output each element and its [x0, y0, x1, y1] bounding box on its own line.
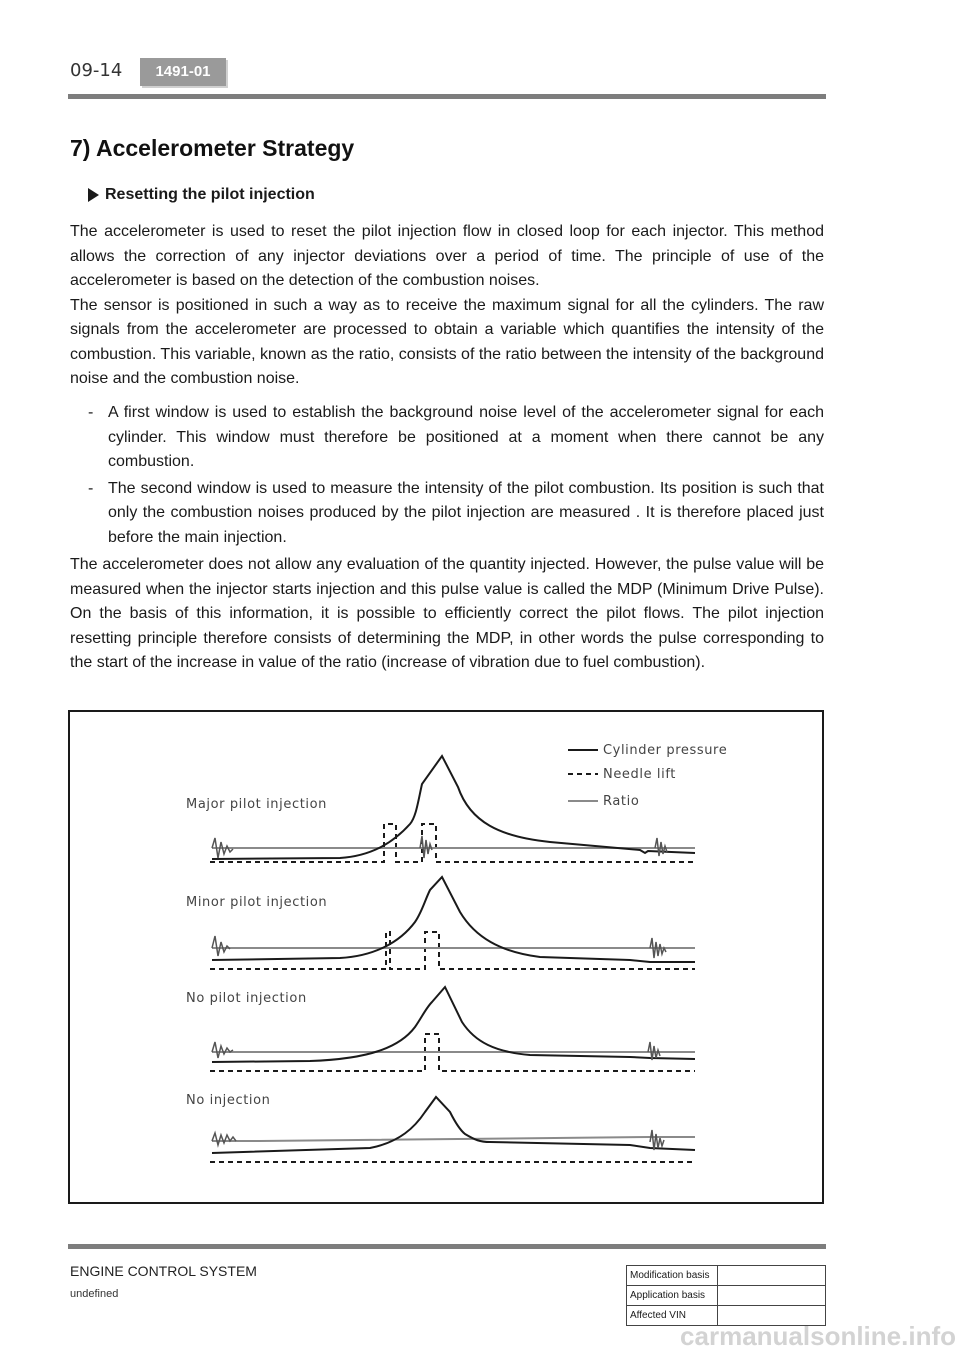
watermark: carmanualsonline.info	[680, 1321, 956, 1351]
bullet-list	[88, 401, 824, 552]
table-row	[627, 1266, 826, 1286]
triangle-bullet-icon	[88, 188, 99, 202]
noise-burst	[650, 1130, 664, 1150]
body-paragraphs	[70, 220, 824, 392]
legend	[568, 743, 727, 809]
table-value	[718, 1266, 826, 1286]
trace-label-no-pilot: No pilot injection	[186, 991, 307, 1006]
footer-rule	[68, 1244, 826, 1249]
list-item: - A first window is used to establish the background noise level of the accelerometer signal for each cylinder. This window must therefore be positioned at a moment when there cannot be any combustion.	[88, 404, 824, 470]
page-number: 09-14	[70, 60, 123, 81]
paragraph-3: The accelerometer does not allow any evaluation of the quantity injected. However, the pulse value will be measured when the injector starts injection and this pulse value is called the MDP (Minimum Drive Pulse). On the basis of this information, it is possible to efficiently correct the pilot flows. The pilot injection resetting principle therefore consists of determining the MDP, in other words the pulse corresponding to the start of the increase in value of the ratio (increase of vibration due to fuel combustion).	[70, 556, 824, 671]
table-label-application-basis: Application basis	[627, 1286, 718, 1306]
section-title: 7) Accelerometer Strategy	[70, 135, 355, 161]
legend-ratio: Ratio	[603, 794, 640, 809]
subheading-text: Resetting the pilot injection	[105, 186, 315, 203]
trace-label-no-injection: No injection	[186, 1093, 271, 1108]
list-item: - The second window is used to measure the intensity of the pilot combustion. Its position is such that only the combustion noises produced by the pilot injection are measured . It is therefore placed just before the main injection.	[88, 479, 824, 546]
table-label-affected-vin: Affected VIN	[627, 1306, 718, 1326]
injection-diagram	[68, 710, 824, 1204]
bullet-text-2: The second window is used to measure the intensity of the pilot combustion. Its position is such that only the combustion noises produced by the pilot injection are measured . It is therefore placed just before the main injection.	[108, 479, 824, 546]
trace-minor-pilot	[186, 877, 695, 969]
ratio-trace	[212, 1137, 695, 1141]
footer-system-title: ENGINE CONTROL SYSTEM	[70, 1263, 257, 1279]
paragraph-2: The sensor is positioned in such a way as to receive the maximum signal for all the cylinders. The raw signals from the accelerometer are processed to obtain a variable which quantifies the intensity of the combustion. This variable, known as the ratio, consists of the ratio between the intensity of the background noise and the combustion noise.	[70, 296, 824, 387]
legend-cylinder-pressure: Cylinder pressure	[603, 743, 728, 758]
table-row	[627, 1286, 826, 1306]
noise-burst	[212, 1042, 233, 1058]
revision-table	[626, 1265, 826, 1326]
diagram-canvas	[70, 712, 822, 1202]
footer-subtitle: undefined	[70, 1288, 119, 1300]
bullet-text-1: A first window is used to establish the background noise level of the accelerometer signal for each cylinder. This window must therefore be positioned at a moment when there cannot be any combustion.	[108, 404, 824, 470]
header-rule	[68, 94, 826, 99]
trace-no-injection	[186, 1093, 695, 1162]
trace-no-pilot	[186, 987, 695, 1071]
legend-needle-lift: Needle lift	[603, 767, 676, 782]
paragraph-1: The accelerometer is used to reset the pilot injection flow in closed loop for each injector. This method allows the correction of any injector deviations over a period of time. The principle of use of the accelerometer is based on the detection of the combustion noises.	[70, 223, 824, 289]
noise-burst	[212, 1133, 236, 1145]
section-code-badge: 1491-01	[140, 58, 226, 86]
noise-burst	[212, 936, 230, 956]
cylinder-pressure-trace	[212, 877, 695, 962]
table-value	[718, 1286, 826, 1306]
cylinder-pressure-trace	[212, 1097, 695, 1153]
needle-lift-trace	[210, 824, 695, 862]
trace-label-major-pilot: Major pilot injection	[186, 797, 327, 812]
subheading	[88, 186, 315, 204]
table-label-modification-basis: Modification basis	[627, 1266, 718, 1286]
trace-label-minor-pilot: Minor pilot injection	[186, 895, 328, 910]
needle-lift-trace	[210, 932, 695, 969]
